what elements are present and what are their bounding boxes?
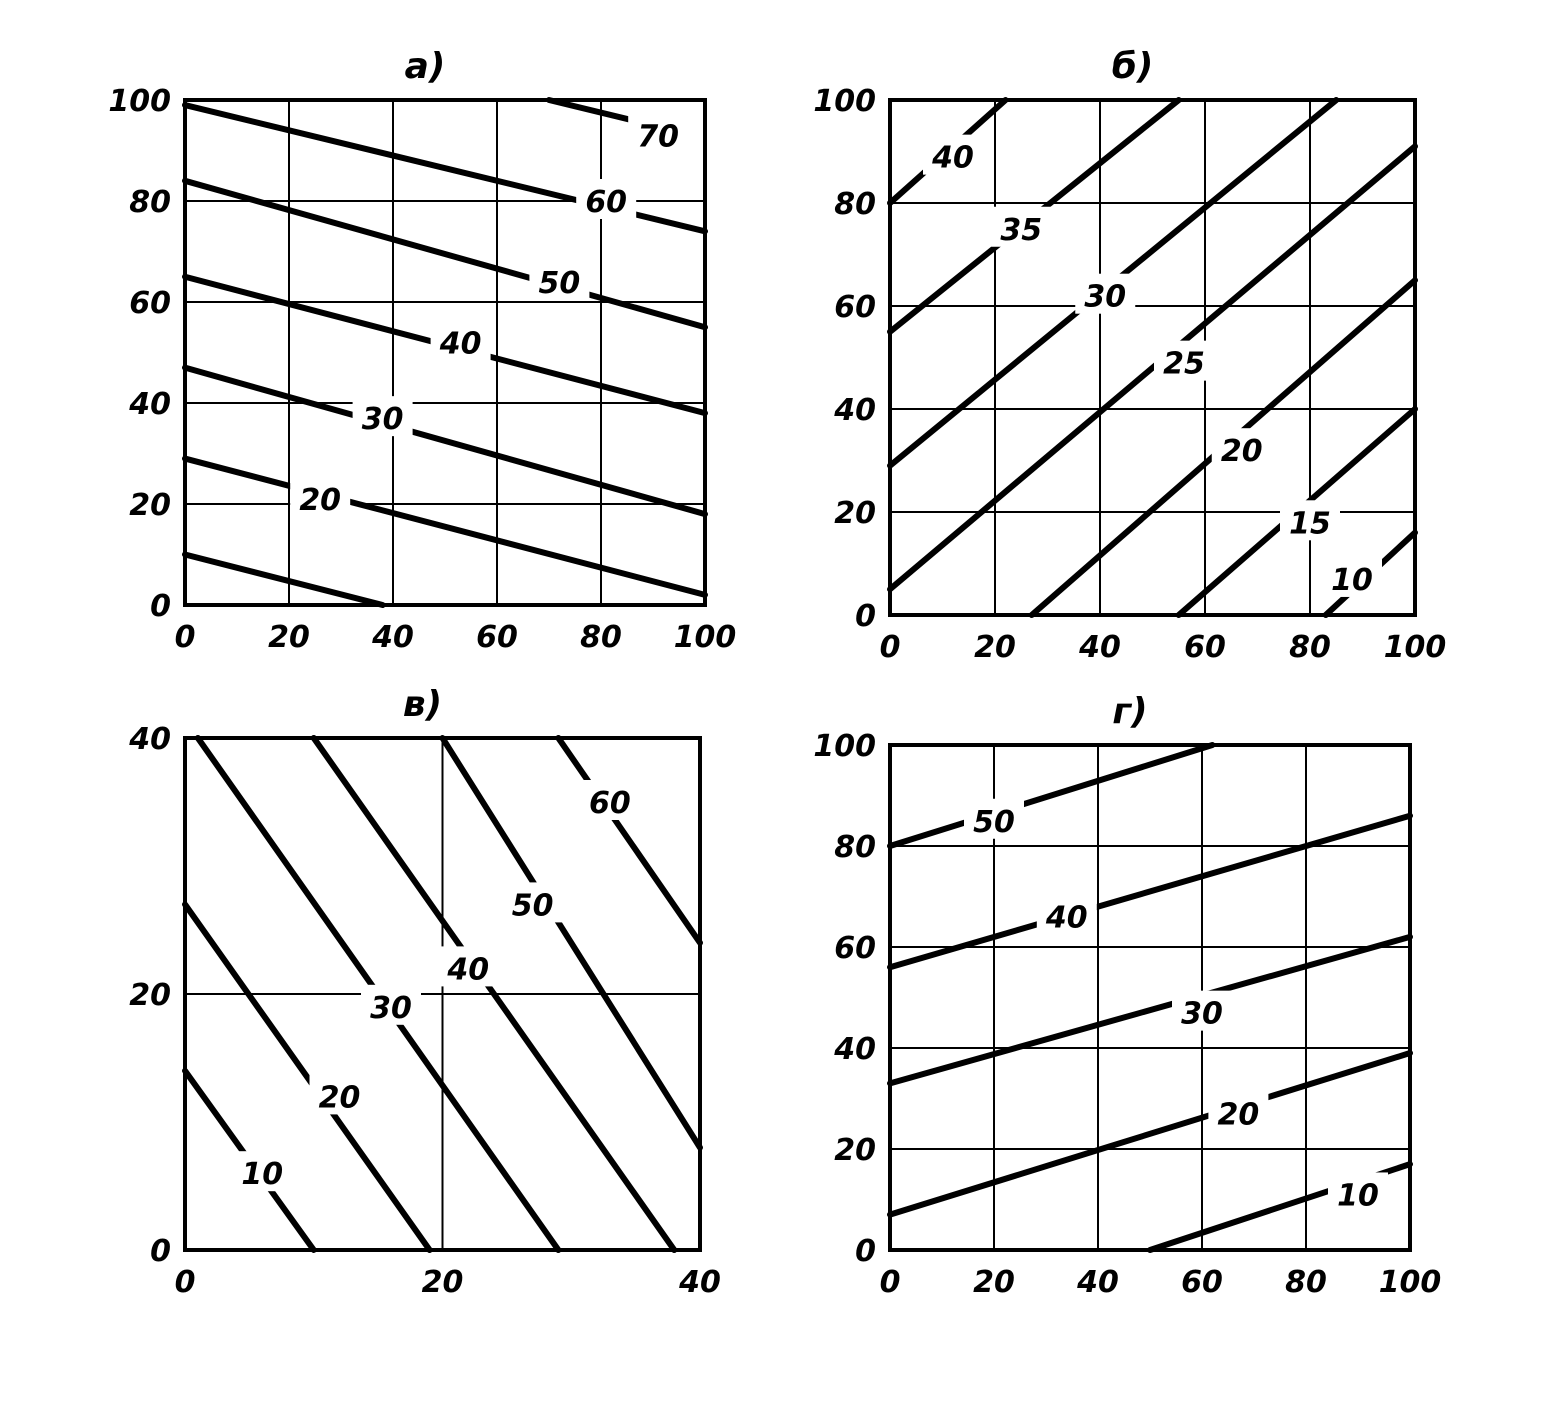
contour-label: 60	[585, 185, 628, 220]
y-tick-label: 40	[129, 722, 171, 757]
contour-label: 10	[1331, 562, 1373, 598]
contour-line	[558, 738, 700, 943]
contour-line	[443, 738, 701, 1148]
x-tick-label: 60	[1184, 630, 1226, 665]
contour-label: 35	[1000, 212, 1043, 248]
y-tick-label: 60	[129, 286, 171, 321]
panel-label: a)	[404, 46, 446, 87]
y-tick-label: 20	[834, 496, 876, 531]
y-tick-label: 20	[129, 488, 171, 523]
x-tick-label: 100	[1378, 1265, 1442, 1300]
y-tick-label: 0	[855, 599, 876, 634]
panel-label: г)	[1112, 691, 1148, 732]
y-tick-label: 40	[129, 387, 171, 422]
x-tick-label: 80	[580, 620, 622, 655]
y-tick-label: 60	[834, 931, 876, 966]
contour-label: 50	[511, 888, 554, 924]
chart-panel-2	[813, 46, 1446, 665]
contour-label: 50	[973, 804, 1015, 840]
x-tick-label: 100	[1383, 630, 1447, 665]
contour-line	[185, 904, 430, 1250]
x-tick-label: 0	[174, 620, 196, 655]
contour-label: 20	[1217, 1097, 1260, 1133]
y-tick-label: 0	[150, 589, 171, 624]
x-tick-label: 80	[1285, 1265, 1327, 1300]
chart-panel-3	[128, 684, 721, 1300]
x-tick-label: 40	[372, 620, 414, 655]
x-tick-label: 100	[673, 620, 737, 655]
y-tick-label: 100	[108, 84, 171, 119]
contour-label: 30	[361, 402, 404, 438]
panel-label: в)	[402, 684, 443, 725]
panel-label: б)	[1111, 46, 1154, 87]
x-tick-label: 20	[974, 630, 1016, 665]
y-tick-label: 0	[150, 1234, 171, 1269]
contour-label: 40	[439, 326, 482, 362]
y-tick-label: 20	[834, 1133, 876, 1168]
x-tick-label: 80	[1289, 630, 1331, 665]
contour-label: 10	[1337, 1178, 1379, 1214]
contour-label: 70	[637, 119, 680, 155]
contour-line	[890, 745, 1212, 846]
contour-label: 30	[370, 990, 412, 1026]
contour-label: 20	[318, 1080, 361, 1116]
contour-label: 15	[1289, 506, 1331, 542]
y-tick-label: 60	[834, 290, 876, 325]
contour-label: 25	[1163, 346, 1205, 382]
contour-line	[549, 100, 632, 120]
contour-label: 20	[1220, 434, 1263, 470]
contour-label: 50	[538, 265, 581, 301]
y-tick-label: 100	[813, 84, 876, 119]
chart-panel-4	[813, 691, 1441, 1300]
x-tick-label: 40	[1077, 1265, 1119, 1300]
x-tick-label: 40	[679, 1265, 721, 1300]
contour-label: 40	[447, 952, 490, 988]
x-tick-label: 0	[174, 1265, 196, 1300]
contour-label: 10	[241, 1157, 284, 1193]
y-tick-label: 0	[855, 1234, 876, 1269]
y-tick-label: 80	[129, 185, 171, 220]
contour-label: 30	[1084, 279, 1127, 315]
contour-label: 20	[299, 482, 342, 518]
y-tick-label: 100	[813, 729, 876, 764]
chart-panel-1	[108, 46, 736, 655]
x-tick-label: 0	[879, 630, 901, 665]
x-tick-label: 20	[268, 620, 310, 655]
contour-label: 40	[932, 140, 974, 176]
contour-line	[185, 555, 383, 606]
x-tick-label: 20	[973, 1265, 1015, 1300]
contour-label: 30	[1181, 996, 1223, 1032]
contour-line	[890, 937, 1410, 1083]
x-tick-label: 0	[879, 1265, 901, 1300]
contour-label: 60	[589, 786, 631, 821]
y-tick-label: 80	[834, 187, 876, 222]
y-tick-label: 80	[834, 830, 876, 865]
x-tick-label: 60	[1181, 1265, 1223, 1300]
y-tick-label: 40	[834, 1032, 876, 1067]
x-tick-label: 40	[1079, 630, 1121, 665]
x-tick-label: 20	[421, 1265, 464, 1300]
y-tick-label: 20	[129, 978, 171, 1013]
x-tick-label: 60	[476, 620, 518, 655]
y-tick-label: 40	[834, 393, 876, 428]
contour-label: 40	[1045, 900, 1088, 936]
